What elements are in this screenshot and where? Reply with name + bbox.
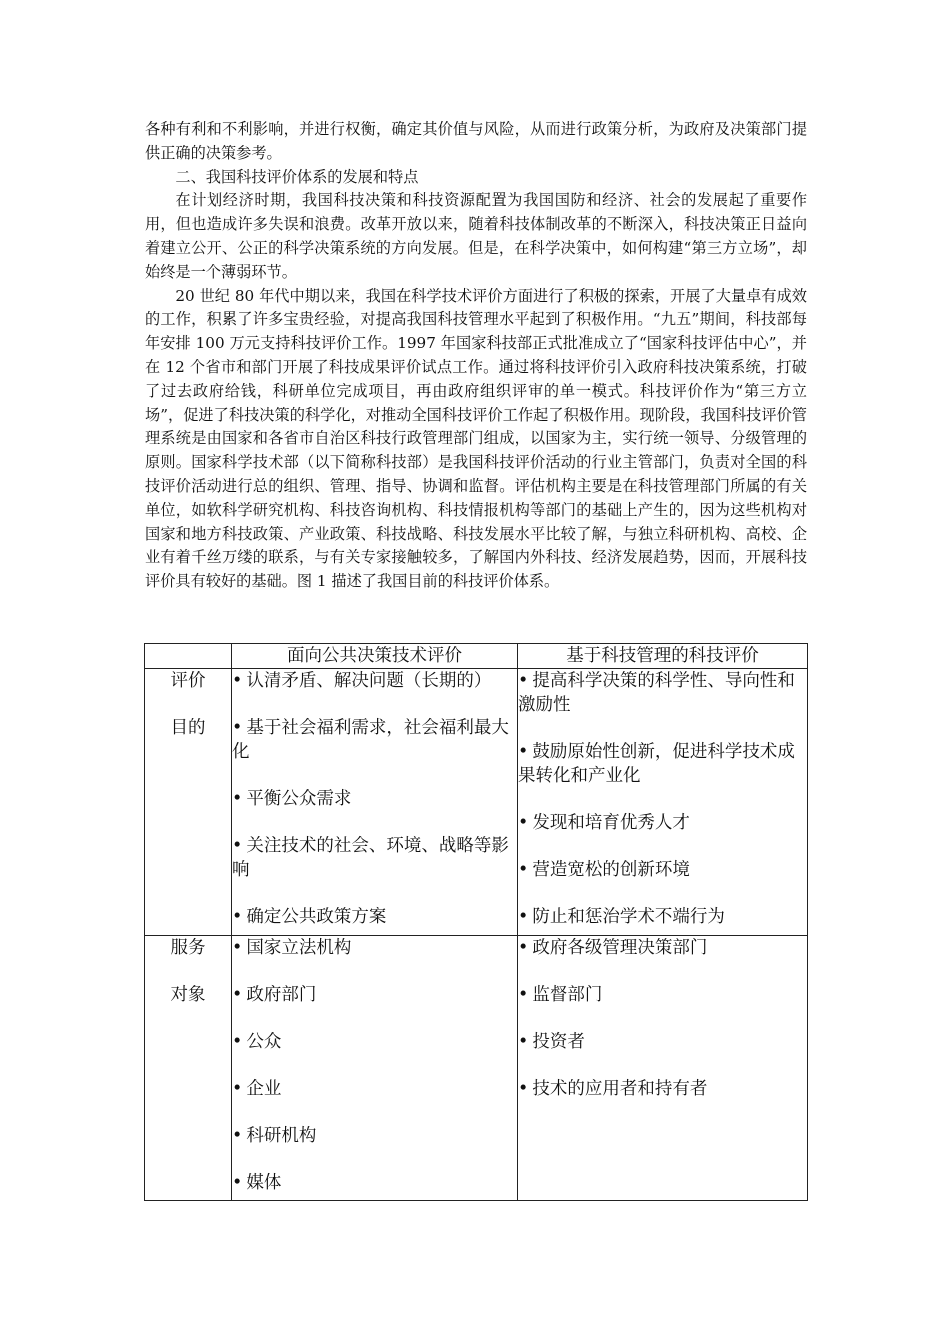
column-header-management: 基于科技管理的科技评价 bbox=[518, 644, 808, 669]
purpose-management-cell bbox=[518, 669, 808, 936]
evaluation-table bbox=[144, 643, 808, 1201]
list-item: • 技术的应用者和持有者 bbox=[518, 1079, 708, 1099]
list-item: • 基于社会福利需求，社会福利最大化 bbox=[232, 718, 509, 762]
list-item: • 平衡公众需求 bbox=[232, 789, 352, 809]
list-item: • 确定公共政策方案 bbox=[232, 907, 387, 927]
paragraph: 20 世纪 80 年代中期以来，我国在科学技术评价方面进行了积极的探索，开展了大量卓有成效的工作，积累了许多宝贵经验，对提高我国科技管理水平起到了积极作用。“九五”期间，科技部每年安排 100 万元支持科技评价工作。1997 年国家科技部正式批准成立了“国家科技评估中心”，并在 12 个省市和部门开展了科技成果评价试点工作。通过将科技评价引入政府科技决策系统，打破了过去政府给钱，科研单位完成项目，再由政府组织评审的单一模式。科技评价作为“第三方立场”，促进了科技决策的科学化，对推动全国科技评价工作起了积极作用。现阶段，我国科技评价管理系统是由国家和各省市自治区科技行政管理部门组成，以国家为主，实行统一领导、分级管理的原则。国家科学技术部（以下简称科技部）是我国科技评价活动的行业主管部门，负责对全国的科技评价活动进行总的组织、管理、指导、协调和监督。评估机构主要是在科技管理部门所属的有关单位，如软科学研究机构、科技咨询机构、科技情报机构等部门的基础上产生的，因为这些机构对国家和地方科技政策、产业政策、科技战略、科技发展水平比较了解，与独立科研机构、高校、企业有着千丝万缕的联系，与有关专家接触较多，了解国内外科技、经济发展趋势，因而，开展科技评价具有较好的基础。图 1 描述了我国目前的科技评价体系。 bbox=[145, 286, 807, 591]
list-item: • 媒体 bbox=[232, 1173, 282, 1193]
row-header-serve: 服务 对象 bbox=[145, 936, 232, 1201]
list-item: • 提高科学决策的科学性、导向性和激励性 bbox=[518, 671, 795, 715]
list-item: • 鼓励原始性创新，促进科学技术成果转化和产业化 bbox=[518, 742, 795, 786]
paragraph: 在计划经济时期，我国科技决策和科技资源配置为我国国防和经济、社会的发展起了重要作用，但也造成许多失误和浪费。改革开放以来，随着科技体制改革的不断深入，科技决策正日益向着建立公开、公正的科学决策系统的方向发展。但是，在科学决策中，如何构建“第三方立场”，却始终是一个薄弱环节。 bbox=[145, 191, 807, 281]
paragraph-continuation: 各种有利和不利影响，并进行权衡，确定其价值与风险，从而进行政策分析，为政府及决策部门提供正确的决策参考。 bbox=[145, 120, 807, 162]
list-item: • 营造宽松的创新环境 bbox=[518, 860, 690, 880]
table-row-serve bbox=[145, 936, 808, 1201]
list-item: • 科研机构 bbox=[232, 1126, 317, 1146]
list-item: • 认清矛盾、解决问题（长期的） bbox=[232, 671, 492, 691]
list-item: • 国家立法机构 bbox=[232, 938, 352, 958]
row-header-purpose: 评价 目的 bbox=[145, 669, 232, 936]
table-header-row bbox=[145, 644, 808, 669]
list-item: • 关注技术的社会、环境、战略等影响 bbox=[232, 836, 509, 880]
serve-public-cell bbox=[232, 936, 518, 1201]
list-item: • 公众 bbox=[232, 1032, 282, 1052]
corner-cell bbox=[145, 644, 232, 669]
table-row-purpose bbox=[145, 669, 808, 936]
section-heading: 二、我国科技评价体系的发展和特点 bbox=[175, 167, 419, 186]
list-item: • 发现和培育优秀人才 bbox=[518, 813, 690, 833]
purpose-public-cell bbox=[232, 669, 518, 936]
list-item: • 监督部门 bbox=[518, 985, 603, 1005]
list-item: • 政府各级管理决策部门 bbox=[518, 938, 708, 958]
list-item: • 政府部门 bbox=[232, 985, 317, 1005]
serve-management-cell bbox=[518, 936, 808, 1201]
list-item: • 防止和惩治学术不端行为 bbox=[518, 907, 725, 927]
list-item: • 投资者 bbox=[518, 1032, 585, 1052]
list-item: • 企业 bbox=[232, 1079, 282, 1099]
body-text bbox=[145, 118, 807, 594]
column-header-public: 面向公共决策技术评价 bbox=[232, 644, 518, 669]
